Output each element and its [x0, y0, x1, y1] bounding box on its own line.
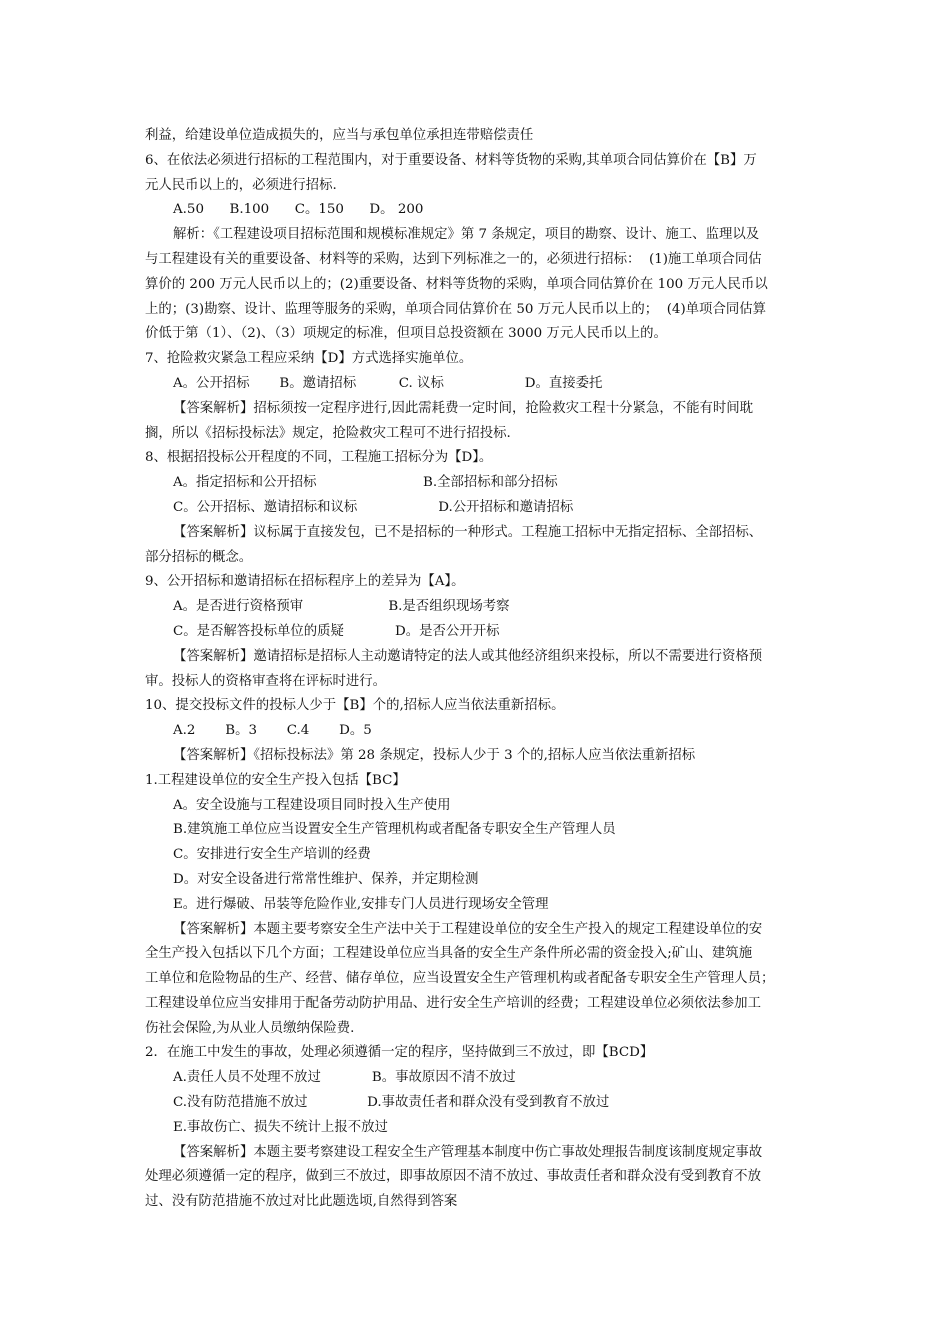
options-line: A.责任人员不处理不放过 B。事故原因不清不放过: [173, 1070, 516, 1086]
text-line: 处理必须遵循一定的程序，做到三不放过，即事故原因不清不放过、事故责任者和群众没有受到教育不放: [145, 1169, 761, 1185]
question-1: 1.工程建设单位的安全生产投入包括【BC】: [145, 772, 406, 788]
text-line: 元人民币以上的，必须进行招标.: [145, 177, 337, 193]
analysis-line: 【答案解析】邀请招标是招标人主动邀请特定的法人或其他经济组织来投标，所以不需要进行资格预: [173, 648, 763, 664]
option-e: E。进行爆破、吊装等危险作业,安排专门人员进行现场安全管理: [173, 896, 549, 912]
analysis-line: 【答案解析】议标属于直接发包，已不是招标的一种形式。工程施工招标中无指定招标、全部招标、: [173, 524, 763, 540]
options-line: C。是否解答投标单位的质疑 D。是否公开开标: [173, 623, 500, 639]
question-6: 6、在依法必须进行招标的工程范围内，对于重要设备、材料等货物的采购,其单项合同估算价在【B】万: [145, 152, 757, 168]
text-line: 搁，所以《招标投标法》规定，抢险救灾工程可不进行招投标.: [145, 425, 511, 441]
option-b: B.建筑施工单位应当设置安全生产管理机构或者配备专职安全生产管理人员: [173, 822, 616, 838]
question-10: 10、提交投标文件的投标人少于【B】个的,招标人应当依法重新招标。: [145, 698, 565, 714]
options-line: A。是否进行资格预审 B.是否组织现场考察: [173, 599, 510, 615]
option-c: C。安排进行安全生产培训的经费: [173, 847, 371, 863]
question-8: 8、根据招投标公开程度的不同，工程施工招标分为【D】。: [145, 450, 493, 466]
analysis-line: 【答案解析】本题主要考察建设工程安全生产管理基本制度中伤亡事故处理报告制度该制度规定事故: [173, 1144, 763, 1160]
text-line: 利益，给建设单位造成损失的，应当与承包单位承担连带赔偿责任: [145, 128, 534, 143]
text-line: 全生产投入包括以下几个方面；工程建设单位应当具备的安全生产条件所必需的资金投入;矿山、建筑施: [145, 946, 753, 962]
text-line: 部分招标的概念。: [145, 549, 253, 565]
text-line: 工程建设单位应当安排用于配备劳动防护用品、进行安全生产培训的经费；工程建设单位必须依法参加工: [145, 995, 761, 1011]
analysis-line: 【答案解析】招标须按一定程序进行,因此需耗费一定时间，抢险救灾工程十分紧急，不能有时间耽: [173, 400, 754, 416]
question-9: 9、公开招标和邀请招标在招标程序上的差异为【A】。: [145, 574, 465, 590]
text-line: 审。投标人的资格审查将在评标时进行。: [145, 673, 387, 689]
text-line: 价低于第（1）、（2)、（3）项规定的标准，但项目总投资额在 3000 万元人民币以上的。: [145, 326, 667, 342]
text-line: 算价的 200 万元人民币以上的；(2)重要设备、材料等货物的采购，单项合同估算价在 100 万元人民币以: [145, 276, 768, 292]
text-line: 上的；(3)勘察、设计、监理等服务的采购，单项合同估算价在 50 万元人民币以上的； (4)单项合同估算: [145, 301, 767, 317]
analysis-line: 【答案解析】《招标投标法》第 28 条规定，投标人少于 3 个的,招标人应当依法重新招标: [173, 747, 696, 763]
options-line: A。指定招标和公开招标 B.全部招标和部分招标: [173, 475, 558, 491]
text-line: 与工程建设有关的重要设备、材料等的采购，达到下列标准之一的，必须进行招标： (1)施工单项合同估: [145, 251, 762, 267]
text-line: 工单位和危险物品的生产、经营、储存单位，应当设置安全生产管理机构或者配备专职安全生产管理人员；: [145, 971, 775, 987]
analysis-line: 【答案解析】本题主要考察安全生产法中关于工程建设单位的安全生产投入的规定工程建设单位的安: [173, 921, 763, 937]
options-line: C.没有防范措施不放过 D.事故责任者和群众没有受到教育不放过: [173, 1095, 610, 1111]
option-a: A。安全设施与工程建设项目同时投入生产使用: [173, 797, 451, 813]
options-line: A。公开招标 B。邀请招标 C. 议标 D。直接委托: [173, 375, 603, 391]
options-line: A.2 B。3 C.4 D。5: [173, 723, 372, 739]
option-e: E.事故伤亡、损失不统计上报不放过: [173, 1119, 388, 1135]
question-7: 7、抢险救灾紧急工程应采纳【D】方式选择实施单位。: [145, 351, 473, 367]
text-line: 伤社会保险,为从业人员缴纳保险费.: [145, 1020, 355, 1036]
document-page: [145, 124, 815, 1215]
options-line: A.50 B.100 C。150 D。 200: [173, 202, 424, 218]
options-line: C。公开招标、邀请招标和议标 D.公开招标和邀请招标: [173, 499, 574, 515]
text-line: 过、没有防范措施不放过对比此题选顷,自然得到答案: [145, 1194, 458, 1210]
option-d: D。对安全设备进行常常性维护、保养，并定期检测: [173, 871, 479, 887]
analysis-line: 解析：《工程建设项目招标范围和规模标准规定》第 7 条规定，项目的勘察、设计、施工、监理以及: [173, 227, 760, 243]
question-2: 2．在施工中发生的事故，处理必须遵循一定的程序，坚持做到三不放过，即【BCD】: [145, 1045, 654, 1061]
